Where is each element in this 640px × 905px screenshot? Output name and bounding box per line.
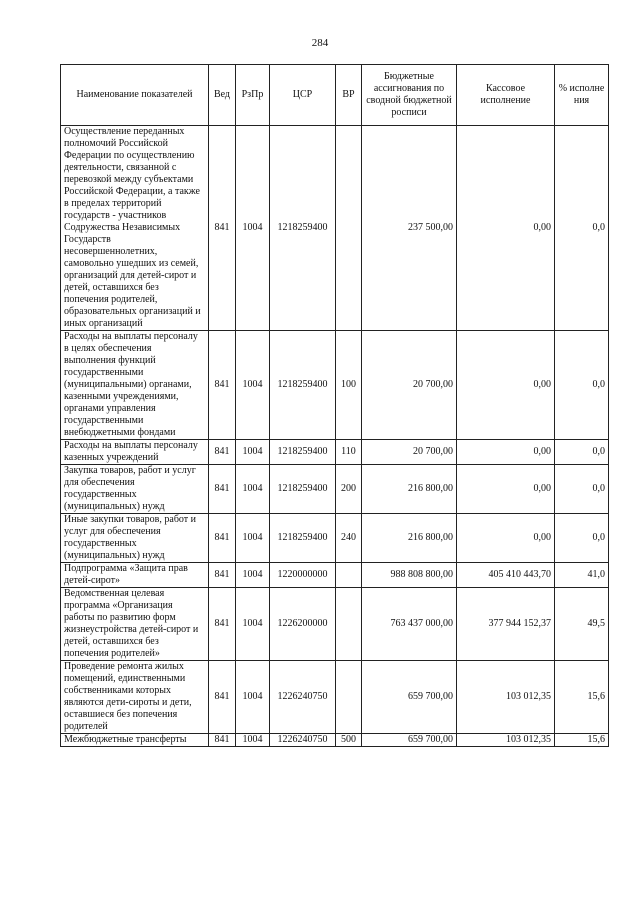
cell-percent: 49,5 bbox=[555, 588, 609, 661]
cell-csr: 1226200000 bbox=[270, 588, 336, 661]
cell-percent: 0,0 bbox=[555, 331, 609, 440]
cell-csr: 1218259400 bbox=[270, 331, 336, 440]
table-header-row bbox=[61, 65, 609, 126]
header-name: Наименование показателей bbox=[61, 65, 209, 126]
header-percent: % исполне ния bbox=[555, 65, 609, 126]
cell-name: Подпрограмма «Защита прав детей-сирот» bbox=[61, 563, 209, 588]
cell-percent: 15,6 bbox=[555, 734, 609, 747]
cell-cash: 103 012,35 bbox=[457, 661, 555, 734]
cell-vr bbox=[336, 661, 362, 734]
cell-cash: 0,00 bbox=[457, 331, 555, 440]
cell-percent: 0,0 bbox=[555, 126, 609, 331]
cell-name: Проведение ремонта жилых помещений, единственными собственниками которых являются дети-сироты и дети, оставшиеся без попечения родителей bbox=[61, 661, 209, 734]
cell-csr: 1218259400 bbox=[270, 126, 336, 331]
cell-csr: 1218259400 bbox=[270, 440, 336, 465]
table-row bbox=[61, 465, 609, 514]
cell-csr: 1220000000 bbox=[270, 563, 336, 588]
cell-name: Осуществление переданных полномочий Российской Федерации по осуществлению деятельности, связанной с перевозкой между субъектами Российской Федерации, а также в пределах территорий государств - участников Содружества Независимых Государств несовершеннолетних, самовольно ушедших из семей, организаций для детей-сирот и детей, оставшихся без попечения родителей, образовательных организаций и иных организаций bbox=[61, 126, 209, 331]
cell-ved: 841 bbox=[209, 331, 236, 440]
cell-ved: 841 bbox=[209, 465, 236, 514]
cell-cash: 103 012,35 bbox=[457, 734, 555, 747]
cell-rzpr: 1004 bbox=[236, 734, 270, 747]
cell-name: Расходы на выплаты персоналу в целях обеспечения выполнения функций государственными (муниципальными) органами, казенными учреждениями, органами управления государственными внебюджетными фондами bbox=[61, 331, 209, 440]
cell-budget: 216 800,00 bbox=[362, 514, 457, 563]
table-row bbox=[61, 734, 609, 747]
cell-budget: 216 800,00 bbox=[362, 465, 457, 514]
cell-ved: 841 bbox=[209, 563, 236, 588]
table-row bbox=[61, 563, 609, 588]
page-number: 284 bbox=[311, 37, 329, 49]
cell-rzpr: 1004 bbox=[236, 465, 270, 514]
header-ved: Вед bbox=[209, 65, 236, 126]
table-row bbox=[61, 514, 609, 563]
cell-ved: 841 bbox=[209, 588, 236, 661]
cell-vr: 110 bbox=[336, 440, 362, 465]
cell-name: Иные закупки товаров, работ и услуг для обеспечения государственных (муниципальных) нужд bbox=[61, 514, 209, 563]
cell-budget: 763 437 000,00 bbox=[362, 588, 457, 661]
cell-rzpr: 1004 bbox=[236, 440, 270, 465]
cell-ved: 841 bbox=[209, 734, 236, 747]
header-budget: Бюджетные ассигнования по сводной бюджетной росписи bbox=[362, 65, 457, 126]
cell-csr: 1218259400 bbox=[270, 514, 336, 563]
cell-cash: 0,00 bbox=[457, 440, 555, 465]
table-row bbox=[61, 331, 609, 440]
cell-vr bbox=[336, 588, 362, 661]
cell-budget: 20 700,00 bbox=[362, 331, 457, 440]
cell-percent: 0,0 bbox=[555, 465, 609, 514]
table-row bbox=[61, 440, 609, 465]
cell-vr: 200 bbox=[336, 465, 362, 514]
cell-csr: 1218259400 bbox=[270, 465, 336, 514]
cell-budget: 659 700,00 bbox=[362, 661, 457, 734]
cell-vr bbox=[336, 126, 362, 331]
cell-budget: 659 700,00 bbox=[362, 734, 457, 747]
cell-rzpr: 1004 bbox=[236, 126, 270, 331]
cell-name: Межбюджетные трансферты bbox=[61, 734, 209, 747]
cell-rzpr: 1004 bbox=[236, 563, 270, 588]
header-csr: ЦСР bbox=[270, 65, 336, 126]
cell-ved: 841 bbox=[209, 126, 236, 331]
cell-rzpr: 1004 bbox=[236, 588, 270, 661]
cell-cash: 377 944 152,37 bbox=[457, 588, 555, 661]
header-rzpr: РзПр bbox=[236, 65, 270, 126]
header-vr: ВР bbox=[336, 65, 362, 126]
cell-csr: 1226240750 bbox=[270, 661, 336, 734]
header-cash: Кассовое исполнение bbox=[457, 65, 555, 126]
cell-budget: 20 700,00 bbox=[362, 440, 457, 465]
budget-execution-table bbox=[60, 64, 609, 747]
cell-name: Расходы на выплаты персоналу казенных учреждений bbox=[61, 440, 209, 465]
cell-name: Ведомственная целевая программа «Организация работы по развитию форм жизнеустройства детей-сирот и детей, оставшихся без попечения родителей» bbox=[61, 588, 209, 661]
cell-cash: 0,00 bbox=[457, 514, 555, 563]
cell-ved: 841 bbox=[209, 440, 236, 465]
table-row bbox=[61, 126, 609, 331]
cell-percent: 0,0 bbox=[555, 440, 609, 465]
cell-cash: 0,00 bbox=[457, 126, 555, 331]
cell-percent: 41,0 bbox=[555, 563, 609, 588]
cell-rzpr: 1004 bbox=[236, 661, 270, 734]
cell-ved: 841 bbox=[209, 661, 236, 734]
cell-percent: 15,6 bbox=[555, 661, 609, 734]
table-row bbox=[61, 588, 609, 661]
cell-csr: 1226240750 bbox=[270, 734, 336, 747]
cell-budget: 988 808 800,00 bbox=[362, 563, 457, 588]
cell-vr bbox=[336, 563, 362, 588]
cell-rzpr: 1004 bbox=[236, 331, 270, 440]
cell-ved: 841 bbox=[209, 514, 236, 563]
table-row bbox=[61, 661, 609, 734]
cell-cash: 0,00 bbox=[457, 465, 555, 514]
cell-name: Закупка товаров, работ и услуг для обеспечения государственных (муниципальных) нужд bbox=[61, 465, 209, 514]
cell-vr: 500 bbox=[336, 734, 362, 747]
cell-budget: 237 500,00 bbox=[362, 126, 457, 331]
cell-vr: 240 bbox=[336, 514, 362, 563]
cell-percent: 0,0 bbox=[555, 514, 609, 563]
cell-vr: 100 bbox=[336, 331, 362, 440]
cell-rzpr: 1004 bbox=[236, 514, 270, 563]
cell-cash: 405 410 443,70 bbox=[457, 563, 555, 588]
